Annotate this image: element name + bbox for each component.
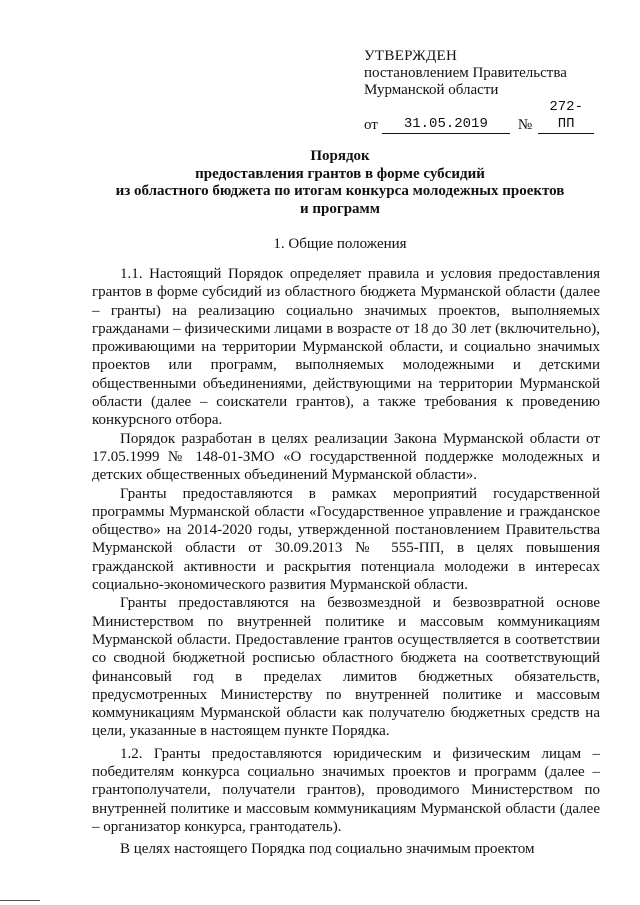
- number-sign: №: [517, 117, 533, 133]
- approval-date: 31.05.2019: [382, 116, 510, 134]
- approval-line-2: Мурманской области: [364, 82, 499, 98]
- heading-line-3: из областного бюджета по итогам конкурса молодежных проектов: [115, 183, 565, 199]
- section-title: 1. Общие положения: [273, 236, 407, 252]
- approval-stamp: [364, 48, 594, 134]
- approval-title: УТВЕРЖДЕН: [364, 48, 458, 64]
- paragraph-definition: В целях настоящего Порядка под социально значимым проектом: [120, 841, 535, 858]
- approval-number: 272-ПП: [538, 99, 594, 134]
- page-edge-line: [0, 900, 40, 901]
- heading-line-2: предоставления грантов в форме субсидий: [195, 165, 485, 182]
- heading-line-1: Порядок: [310, 148, 370, 164]
- document-body: [92, 265, 600, 859]
- paragraph-funding: Гранты предоставляются на безвозмездной и безвозвратной основе Министерством по внутренней политике и массовым коммуникациям Мурманской области. Предоставление грантов осуществляется в соответствии со сводной бюджетной росписью областного бюджета на соответствующий финансовый год в пределах лимитов бюджетных обязательств, предусмотренных Министерству по внутренней политике и массовым коммуникациям Мурманской области как получателю бюджетных средств на цели, указанные в настоящем пункте Порядка.: [92, 595, 600, 740]
- document-heading: [80, 148, 600, 218]
- approval-line-1: постановлением Правительства: [364, 65, 567, 81]
- approval-date-line: [364, 99, 594, 134]
- heading-line-4: и программ: [300, 200, 380, 217]
- paragraph-program: Гранты предоставляются в рамках мероприятий государственной программы Мурманской области «Государственное управление и гражданское общество» на 2014-2020 годы, утвержденной постановлением Правительства Мурманской области от 30.09.2013 № 555-ПП, в целях повышения гражданской активности и раскрытия потенциала молодежи в интересах социально-экономического развития Мурманской области.: [92, 485, 600, 594]
- paragraph-1-2: 1.2. Гранты предоставляются юридическим и физическим лицам – победителям конкурса социально значимых проектов и программ (далее – грантополучатели, получатели грантов), проводимого Министерством по внутренней политике и массовым коммуникациям Мурманской области (далее – организатор конкурса, грантодатель).: [92, 745, 600, 835]
- paragraph-1-1: 1.1. Настоящий Порядок определяет правила и условия предоставления грантов в форме субсидий из областного бюджета Мурманской области (далее – гранты) на реализацию социально значимых проектов, выполняемых гражданами – физическими лицами в возрасте от 18 до 30 лет (включительно), проживающими на территории Мурманской области, и социально значимых проектов или программ, выполняемых молодежными и детскими общественными объединениями, действующими на территории Мурманской области (далее – соискатели грантов), а также требования к проведению конкурсного отбора.: [92, 266, 600, 429]
- date-prefix: от: [364, 117, 378, 133]
- paragraph-law-basis: Порядок разработан в целях реализации Закона Мурманской области от 17.05.1999 № 148-01-ЗМО «О государственной поддержке молодежных и детских общественных объединений Мурманской области».: [92, 430, 600, 484]
